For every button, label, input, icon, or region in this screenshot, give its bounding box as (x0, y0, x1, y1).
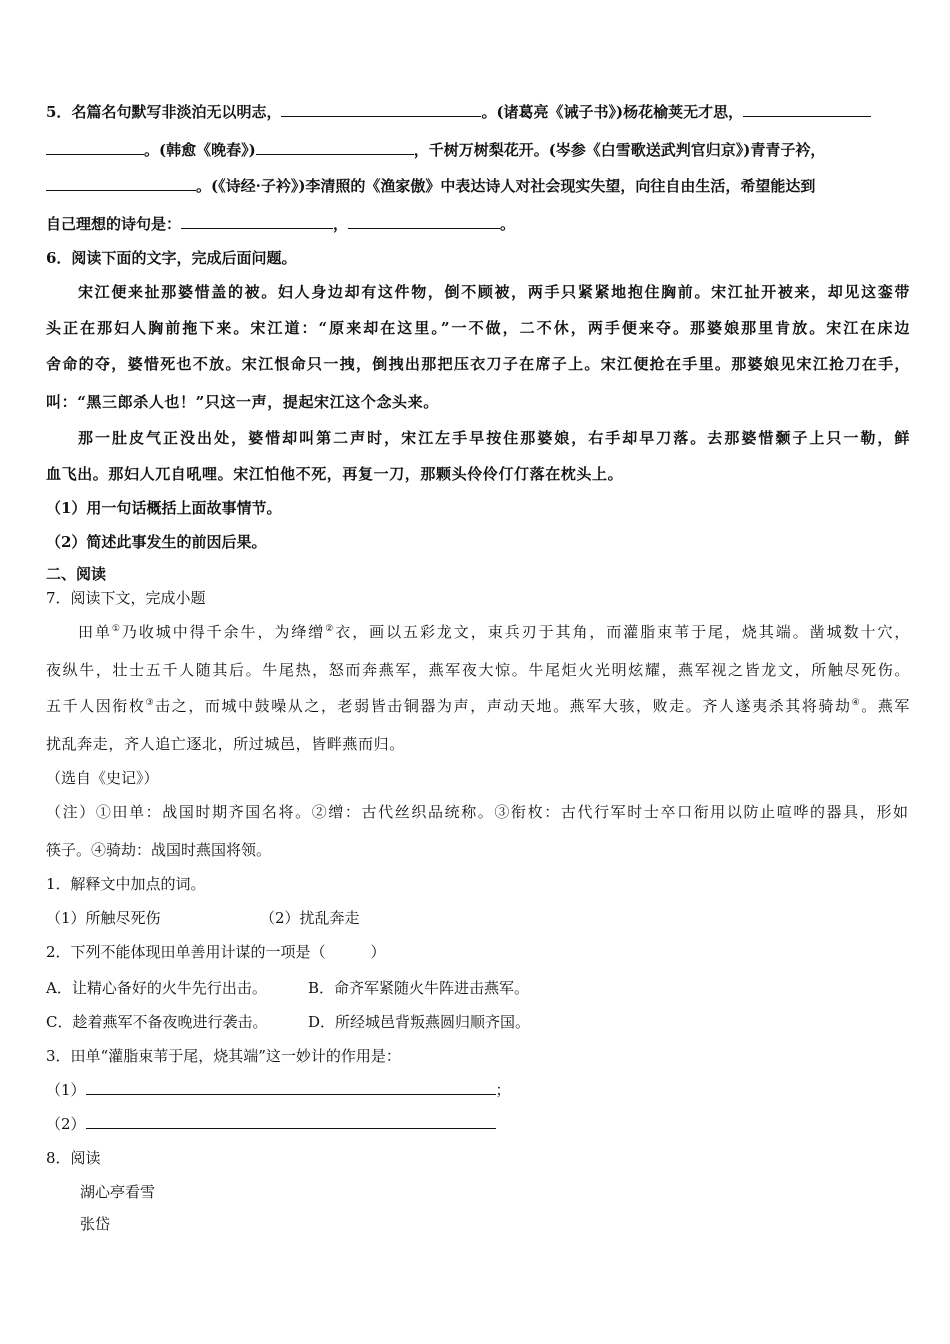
blank[interactable] (181, 214, 333, 229)
q7-answer-line-1: （1） ； (46, 1081, 511, 1099)
q6-passage-line: 头正在那妇人胸前拖下来。宋江道：“原来却在这里。”一不做，二不休，两手便来夺。那婆娘那里肯放。宋江在床边 (46, 319, 910, 337)
option-c[interactable]: C．趁着燕军不备夜晚进行袭击。 (46, 1013, 268, 1031)
q5-line-2: 。(韩愈《晚春》) ，千树万树梨花开。(岑参《白雪歌送武判官归京》)青青子衿， (46, 140, 908, 160)
q7-subquestion-3: 3．田单“灌脂束苇于尾，烧其端”这一妙计的作用是： (46, 1047, 401, 1065)
blank[interactable] (46, 176, 196, 191)
q6-passage-line: 血飞出。那妇人兀自吼哩。宋江怕他不死，再复一刀，那颗头伶伶仃仃落在枕头上。 (46, 465, 624, 483)
q7-passage-line: 夜纵牛，壮士五千人随其后。牛尾热，怒而奔燕军，燕军夜大惊。牛尾炬火光明炫耀，燕军视之皆龙文，所触尽死伤。 (46, 661, 910, 679)
q7-note: 筷子。④骑劫：战国时燕国将领。 (46, 841, 272, 859)
option-b[interactable]: B．命齐军紧随火牛阵进击燕军。 (308, 979, 530, 997)
q8-heading: 8．阅读 (46, 1149, 101, 1167)
q7-passage-line: 扰乱奔走，齐人追亡逐北，所过城邑，皆畔燕而归。 (46, 735, 405, 753)
q7-note: （注）①田单：战国时期齐国名将。②缯：古代丝织品统称。③衔枚：古代行军时士卒口衔用以防止喧哗的器具，形如 (46, 803, 908, 821)
q5-line-3: 。(《诗经·子衿》)李清照的《渔家傲》中表达诗人对社会现实失望，向往自由生活，希望能达到 (46, 176, 908, 196)
q5-line-4: 自己理想的诗句是： ， 。 (46, 215, 516, 233)
answer-blank[interactable] (86, 1114, 496, 1129)
q7-passage-line: 田单①乃收城中得千余牛，为绛缯②衣，画以五彩龙文，束兵刃于其角，而灌脂束苇于尾，烧其端。凿城数十穴， (78, 623, 910, 641)
q7-heading: 7．阅读下文，完成小题 (46, 589, 206, 607)
q7-source: （选自《史记》） (46, 769, 159, 787)
q7-subquestion-2: 2．下列不能体现田单善用计谋的一项是（ ） (46, 943, 386, 961)
q7-subquestion-1: 1．解释文中加点的词。 (46, 875, 206, 893)
q8-author: 张岱 (80, 1215, 111, 1233)
q6-subquestion-2: （2）简述此事发生的前因后果。 (46, 533, 267, 551)
answer-blank[interactable] (86, 1080, 496, 1095)
q6-passage-line: 叫：“黑三郎杀人也！”只这一声，提起宋江这个念头来。 (46, 393, 439, 411)
q6-passage-line: 那一肚皮气正没出处，婆惜却叫第二声时，宋江左手早按住那婆娘，右手却早刀落。去那婆惜颡子上只一勒，鲜 (78, 429, 910, 447)
option-d[interactable]: D．所经城邑背叛燕圆归顺齐国。 (308, 1013, 531, 1031)
option-a[interactable]: A．让精心备好的火牛先行出击。 (46, 979, 267, 997)
q6-subquestion-1: （1）用一句话概括上面故事情节。 (46, 499, 282, 517)
q5-line-1: 5．名篇名句默写非淡泊无以明志， 。(诸葛亮《诫子书》)杨花榆荚无才思， (46, 102, 908, 122)
q7-subquestion-1-items: （1）所触尽死伤 （2）扰乱奔走 (46, 909, 360, 927)
q7-options-row (46, 978, 908, 998)
blank[interactable] (256, 140, 414, 155)
q6-passage-line: 宋江便来扯那婆惜盖的被。妇人身边却有这件物，倒不顾被，两手只紧紧地抱住胸前。宋江扯开被来，却见这銮带 (78, 283, 910, 301)
section-heading: 二、阅读 (46, 565, 107, 583)
blank[interactable] (348, 214, 500, 229)
q7-answer-line-2: （2） (46, 1114, 908, 1134)
blank[interactable] (281, 102, 481, 117)
blank[interactable] (743, 102, 871, 117)
q6-passage-line: 舍命的夺，婆惜死也不放。宋江恨命只一拽，倒拽出那把压衣刀子在席子上。宋江便抢在手里。那婆娘见宋江抢刀在手， (46, 355, 910, 373)
q6-heading: 6．阅读下面的文字，完成后面问题。 (46, 249, 297, 267)
blank[interactable] (46, 140, 144, 155)
q7-options-row (46, 1012, 908, 1032)
q8-title: 湖心亭看雪 (80, 1183, 156, 1201)
q7-passage-line: 五千人因衔枚③击之，而城中鼓噪从之，老弱皆击铜器为声，声动天地。燕军大骇，败走。齐人遂夷杀其将骑劫④。燕军 (46, 697, 910, 715)
